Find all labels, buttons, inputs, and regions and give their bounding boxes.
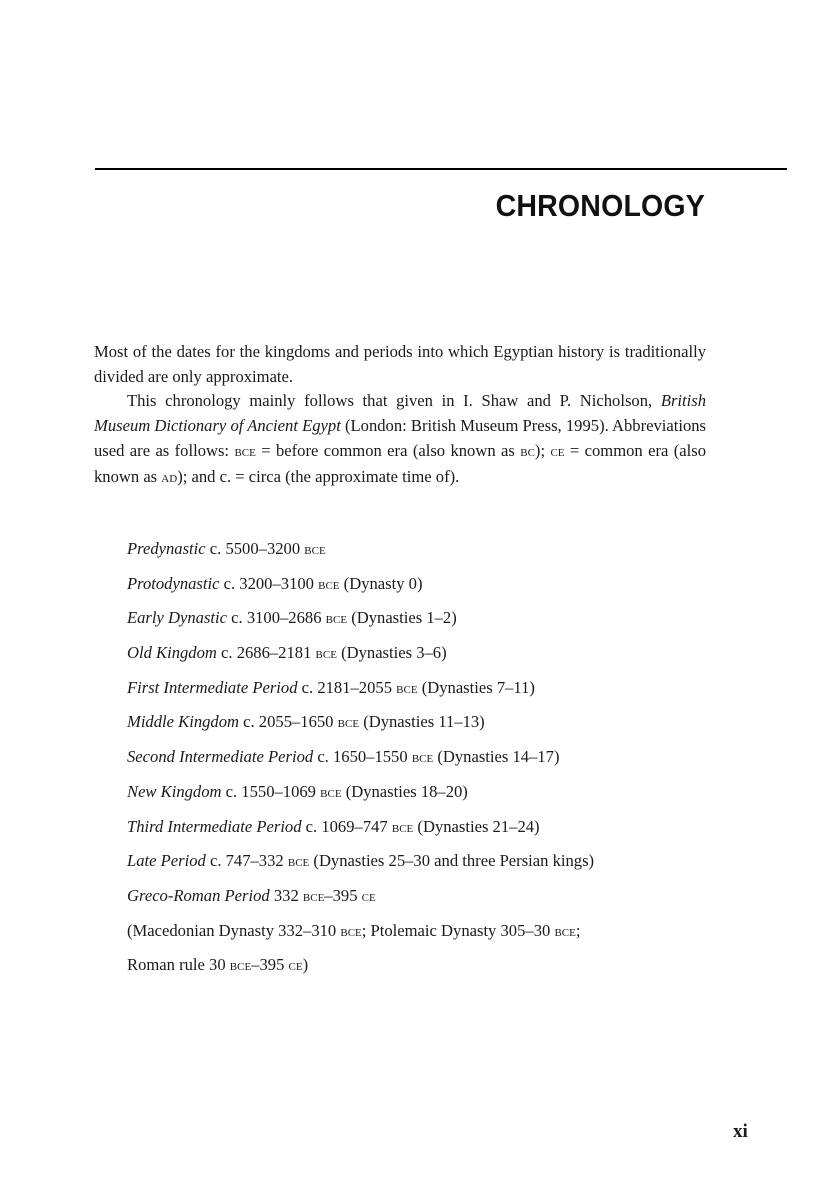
- book-title: British Museum Dictionary of Ancient Egypt: [94, 391, 706, 436]
- abbr-ad: ad: [161, 468, 178, 486]
- period-dates: c. 3100–2686: [227, 608, 326, 628]
- text-run: This chronology mainly follows that given in I. Shaw and P. Nicholson,: [127, 391, 661, 411]
- text-run: Roman rule 30: [127, 955, 230, 975]
- period-era: bce: [302, 887, 325, 905]
- period-item: [127, 572, 594, 607]
- period-era: bce: [229, 957, 252, 975]
- period-dates: c. 3200–3100: [219, 573, 319, 593]
- period-dates: c. 1550–1069: [221, 781, 321, 801]
- period-note: (Dynasties 11–13): [359, 712, 485, 732]
- period-dates: 332: [269, 885, 303, 905]
- period-note: (Dynasties 14–17): [433, 747, 560, 767]
- period-name: Third Intermediate Period: [127, 816, 302, 836]
- intro-paragraph-1: Most of the dates for the kingdoms and periods into which Egyptian history is traditionally divided are only approximate.: [94, 342, 706, 386]
- period-item: [127, 745, 594, 780]
- text-run: ;: [575, 920, 581, 940]
- text-run: ; Ptolemaic Dynasty 305–30: [361, 920, 555, 940]
- period-item: [127, 780, 594, 815]
- text-run: ); and c. = circa (the approximate time of).: [177, 466, 460, 486]
- period-name: First Intermediate Period: [127, 677, 298, 697]
- period-era: bce: [554, 922, 576, 940]
- period-era: bce: [337, 714, 360, 732]
- period-name: Early Dynastic: [127, 608, 228, 628]
- period-name: Greco-Roman Period: [127, 885, 270, 905]
- period-item: [127, 849, 594, 884]
- intro-text: [94, 340, 706, 490]
- period-note: (Dynasty 0): [339, 573, 423, 593]
- period-dates: c. 1069–747: [301, 816, 392, 836]
- abbr-bce: bce: [234, 442, 256, 460]
- period-name: Middle Kingdom: [127, 712, 239, 732]
- text-run: (Macedonian Dynasty 332–310: [127, 920, 341, 940]
- page-title: CHRONOLOGY: [495, 188, 705, 223]
- period-item: [127, 606, 594, 641]
- period-dates: c. 2055–1650: [239, 712, 338, 732]
- period-dates: –395: [324, 885, 362, 905]
- period-era: bce: [391, 818, 414, 836]
- period-name: Protodynastic: [127, 573, 220, 593]
- period-dates: c. 2686–2181: [216, 643, 316, 663]
- period-era: bce: [396, 679, 418, 697]
- period-item: [127, 676, 594, 711]
- period-era: bce: [315, 645, 337, 663]
- period-era: ce: [288, 957, 303, 975]
- period-note: (Dynasties 1–2): [347, 608, 457, 628]
- period-era: bce: [340, 922, 362, 940]
- intro-paragraph-2: [94, 389, 706, 490]
- period-era: bce: [320, 783, 342, 801]
- text-run: = common era (also known as: [94, 440, 706, 486]
- text-run: (London: British Museum Press, 1995). Abbreviations used are as follows:: [94, 416, 707, 460]
- period-dates: c. 747–332: [205, 851, 288, 871]
- period-note: (Dynasties 25–30 and three Persian kings): [309, 851, 595, 871]
- header-rule: [95, 168, 787, 170]
- period-item-greco-roman: [127, 884, 594, 919]
- chronology-list: [127, 537, 594, 988]
- period-dates: c. 1650–1550: [313, 747, 412, 767]
- period-item: [127, 815, 594, 850]
- period-note: (Dynasties 3–6): [336, 643, 447, 663]
- page-number: xi: [733, 1121, 748, 1142]
- period-item: [127, 641, 594, 676]
- period-era: bce: [304, 541, 326, 558]
- period-era: bce: [411, 749, 434, 767]
- text-run: ): [302, 955, 309, 975]
- period-era: bce: [318, 575, 340, 593]
- period-dates: c. 2181–2055: [297, 677, 397, 697]
- abbr-bc: bc: [520, 442, 535, 460]
- period-name: New Kingdom: [127, 781, 222, 801]
- greco-roman-detail-line-1: [127, 919, 594, 954]
- text-run: );: [534, 440, 551, 460]
- abbr-ce: ce: [550, 442, 565, 460]
- period-name: Late Period: [127, 851, 206, 871]
- period-era: bce: [287, 853, 310, 871]
- period-era: bce: [325, 610, 348, 628]
- period-name: Predynastic: [127, 539, 206, 558]
- period-dates: c. 5500–3200: [205, 539, 305, 558]
- period-note: (Dynasties 7–11): [417, 677, 535, 697]
- period-item: [127, 710, 594, 745]
- period-item: [127, 537, 594, 572]
- greco-roman-detail-line-2: [127, 953, 594, 988]
- text-run: = before common era (also known as: [255, 440, 521, 460]
- period-name: Second Intermediate Period: [127, 747, 314, 767]
- period-name: Old Kingdom: [127, 643, 217, 663]
- text-run: –395: [251, 955, 289, 975]
- period-era: ce: [361, 887, 376, 905]
- period-note: (Dynasties 21–24): [413, 816, 540, 836]
- period-note: (Dynasties 18–20): [341, 781, 468, 801]
